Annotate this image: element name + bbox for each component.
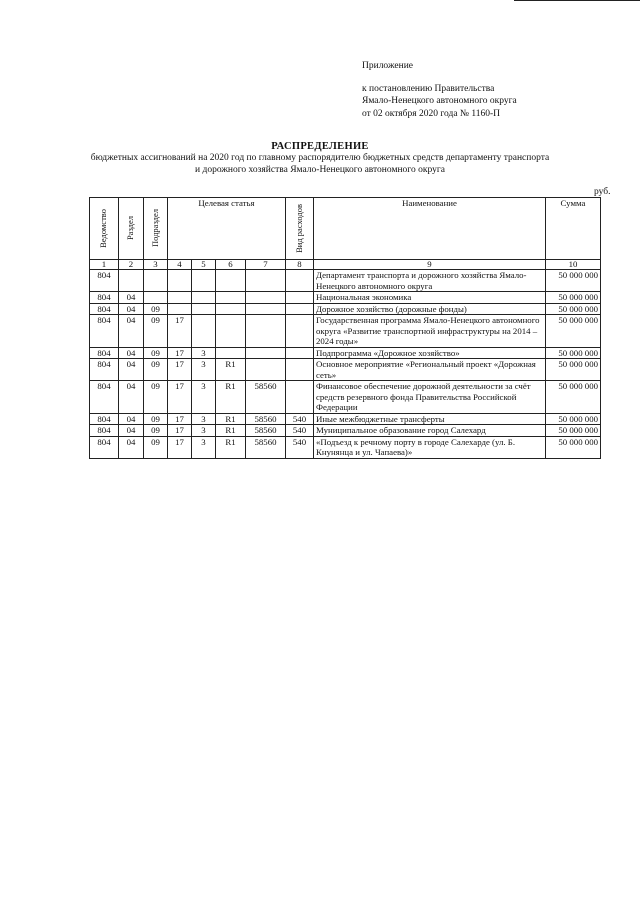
cell-vid xyxy=(286,270,314,292)
cell-direction: 58560 xyxy=(246,436,286,458)
cell-name: Финансовое обеспечение дорожной деятельности за счёт средств резервного фонда Правительства Российской Федерации xyxy=(314,381,546,414)
cell-direction: 58560 xyxy=(246,381,286,414)
col-number: 9 xyxy=(314,260,546,270)
cell-vedomstvo: 804 xyxy=(90,292,119,304)
document-title: РАСПРЕДЕЛЕНИЕ xyxy=(271,141,369,152)
cell-sum: 50 000 000 xyxy=(546,347,601,359)
table-row xyxy=(90,381,601,414)
header-naimenovanie: Наименование xyxy=(314,198,546,260)
cell-razdel: 04 xyxy=(119,303,144,315)
cell-razdel: 04 xyxy=(119,315,144,348)
cell-program: 17 xyxy=(168,413,192,425)
table-row xyxy=(90,347,601,359)
table-row xyxy=(90,436,601,458)
cell-direction xyxy=(246,315,286,348)
col-number: 7 xyxy=(246,260,286,270)
col-number: 4 xyxy=(168,260,192,270)
cell-direction: 58560 xyxy=(246,425,286,437)
cell-podrazdel xyxy=(144,270,168,292)
cell-subprogram xyxy=(192,315,216,348)
cell-name: Дорожное хозяйство (дорожные фонды) xyxy=(314,303,546,315)
cell-direction xyxy=(246,347,286,359)
appendix-label: Приложение xyxy=(362,61,413,71)
cell-program: 17 xyxy=(168,347,192,359)
appendix-date-line: от 02 октября 2020 года № 1160-П xyxy=(362,108,501,119)
cell-sum: 50 000 000 xyxy=(546,292,601,304)
cell-name: Государственная программа Ямало-Ненецкого автономного округа «Развитие транспортной инфраструктуры на 2014 – 2024 годы» xyxy=(314,315,546,348)
cell-name: Основное мероприятие «Региональный проект «Дорожная сеть» xyxy=(314,359,546,381)
appendix-decree-line: к постановлению Правительства xyxy=(362,83,495,94)
appendix-region-line: Ямало-Ненецкого автономного округа xyxy=(362,96,517,106)
cell-razdel: 04 xyxy=(119,359,144,381)
cell-subprogram: 3 xyxy=(192,347,216,359)
cell-sum: 50 000 000 xyxy=(546,381,601,414)
cell-direction xyxy=(246,359,286,381)
table-header-row xyxy=(90,198,601,260)
cell-name: Национальная экономика xyxy=(314,292,546,304)
appendix-block xyxy=(362,60,517,120)
cell-program xyxy=(168,292,192,304)
cell-razdel: 04 xyxy=(119,436,144,458)
col-number: 3 xyxy=(144,260,168,270)
table-row xyxy=(90,303,601,315)
cell-vid xyxy=(286,359,314,381)
cell-razdel: 04 xyxy=(119,425,144,437)
cell-vedomstvo: 804 xyxy=(90,303,119,315)
cell-subprogram: 3 xyxy=(192,359,216,381)
table-row xyxy=(90,270,601,292)
cell-program xyxy=(168,270,192,292)
cell-podrazdel: 09 xyxy=(144,425,168,437)
cell-name: «Подъезд к речному порту в городе Салехарде (ул. Б. Кнунянца и ул. Чапаева)» xyxy=(314,436,546,458)
cell-sum: 50 000 000 xyxy=(546,436,601,458)
cell-podrazdel: 09 xyxy=(144,413,168,425)
cell-event xyxy=(216,292,246,304)
cell-vedomstvo: 804 xyxy=(90,425,119,437)
cell-podrazdel: 09 xyxy=(144,359,168,381)
cell-podrazdel: 09 xyxy=(144,347,168,359)
cell-vid: 540 xyxy=(286,413,314,425)
cell-podrazdel: 09 xyxy=(144,315,168,348)
document-subtitle xyxy=(0,153,640,176)
subtitle-line-1: бюджетных ассигнований на 2020 год по главному распорядителю бюджетных средств департаменту транспорта xyxy=(90,153,550,163)
cell-razdel: 04 xyxy=(119,347,144,359)
cell-subprogram xyxy=(192,292,216,304)
col-number: 2 xyxy=(119,260,144,270)
cell-program: 17 xyxy=(168,436,192,458)
cell-podrazdel: 09 xyxy=(144,303,168,315)
cell-subprogram xyxy=(192,303,216,315)
cell-vedomstvo: 804 xyxy=(90,315,119,348)
subtitle-line-2: и дорожного хозяйства Ямало-Ненецкого автономного округа xyxy=(195,164,445,175)
cell-event xyxy=(216,270,246,292)
cell-razdel: 04 xyxy=(119,292,144,304)
cell-direction: 58560 xyxy=(246,413,286,425)
cell-event: R1 xyxy=(216,436,246,458)
cell-vedomstvo: 804 xyxy=(90,413,119,425)
cell-vid xyxy=(286,303,314,315)
col-number: 5 xyxy=(192,260,216,270)
cell-sum: 50 000 000 xyxy=(546,359,601,381)
cell-program: 17 xyxy=(168,425,192,437)
cell-vid xyxy=(286,292,314,304)
cell-vid xyxy=(286,315,314,348)
cell-razdel: 04 xyxy=(119,413,144,425)
table-row xyxy=(90,292,601,304)
cell-event: R1 xyxy=(216,413,246,425)
header-vid-raskhodov: Вид расходов xyxy=(286,198,314,260)
header-podrazdel: Подраздел xyxy=(144,198,168,260)
cell-event: R1 xyxy=(216,359,246,381)
cell-name: Подпрограмма «Дорожное хозяйство» xyxy=(314,347,546,359)
cell-program xyxy=(168,303,192,315)
cell-direction xyxy=(246,292,286,304)
cell-sum: 50 000 000 xyxy=(546,413,601,425)
cell-event: R1 xyxy=(216,381,246,414)
cell-program: 17 xyxy=(168,381,192,414)
cell-vedomstvo: 804 xyxy=(90,381,119,414)
currency-unit: руб. xyxy=(594,187,611,197)
col-number: 10 xyxy=(546,260,601,270)
cell-razdel xyxy=(119,270,144,292)
cell-podrazdel: 09 xyxy=(144,436,168,458)
cell-vedomstvo: 804 xyxy=(90,359,119,381)
cell-subprogram: 3 xyxy=(192,381,216,414)
cell-vedomstvo: 804 xyxy=(90,436,119,458)
header-razdel: Раздел xyxy=(119,198,144,260)
table-row xyxy=(90,425,601,437)
cell-podrazdel: 09 xyxy=(144,381,168,414)
cell-vedomstvo: 804 xyxy=(90,270,119,292)
cell-event xyxy=(216,303,246,315)
cell-name: Муниципальное образование город Салехард xyxy=(314,425,546,437)
cell-subprogram: 3 xyxy=(192,425,216,437)
table-row xyxy=(90,359,601,381)
header-tselevaya-statya: Целевая статья xyxy=(168,198,286,260)
cell-sum: 50 000 000 xyxy=(546,270,601,292)
cell-vid xyxy=(286,347,314,359)
cell-subprogram: 3 xyxy=(192,436,216,458)
header-summa: Сумма xyxy=(546,198,601,260)
cell-subprogram: 3 xyxy=(192,413,216,425)
cell-event xyxy=(216,315,246,348)
cell-podrazdel xyxy=(144,292,168,304)
header-vedomstvo: Ведомство xyxy=(90,198,119,260)
budget-table xyxy=(89,197,601,459)
cell-name: Иные межбюджетные трансферты xyxy=(314,413,546,425)
cell-sum: 50 000 000 xyxy=(546,425,601,437)
col-number: 6 xyxy=(216,260,246,270)
cell-vid: 540 xyxy=(286,436,314,458)
column-numbers-row xyxy=(90,260,601,270)
table-row xyxy=(90,413,601,425)
cell-vid: 540 xyxy=(286,425,314,437)
cell-sum: 50 000 000 xyxy=(546,315,601,348)
top-rule xyxy=(514,0,640,1)
cell-vid xyxy=(286,381,314,414)
cell-event: R1 xyxy=(216,425,246,437)
col-number: 1 xyxy=(90,260,119,270)
cell-event xyxy=(216,347,246,359)
cell-name: Департамент транспорта и дорожного хозяйства Ямало-Ненецкого автономного округа xyxy=(314,270,546,292)
table-row xyxy=(90,315,601,348)
cell-program: 17 xyxy=(168,359,192,381)
cell-direction xyxy=(246,303,286,315)
cell-direction xyxy=(246,270,286,292)
cell-sum: 50 000 000 xyxy=(546,303,601,315)
col-number: 8 xyxy=(286,260,314,270)
cell-razdel: 04 xyxy=(119,381,144,414)
cell-vedomstvo: 804 xyxy=(90,347,119,359)
cell-program: 17 xyxy=(168,315,192,348)
cell-subprogram xyxy=(192,270,216,292)
